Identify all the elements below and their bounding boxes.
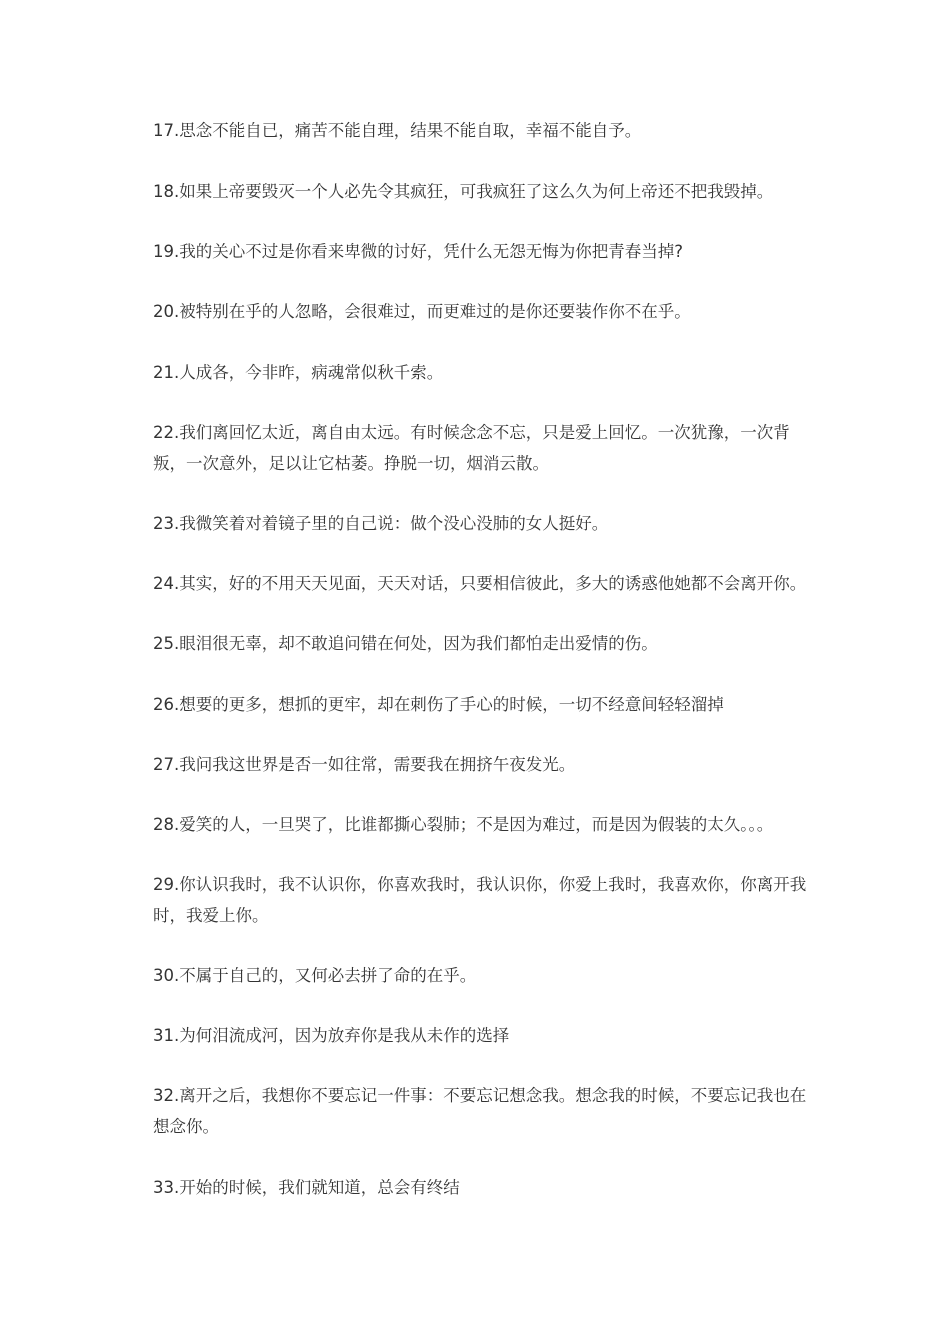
quote-28: 28.爱笑的人，一旦哭了，比谁都撕心裂肺；不是因为难过，而是因为假装的太久。。。 [153, 815, 774, 834]
quote-31: 31.为何泪流成河，因为放弃你是我从未作的选择 [153, 1026, 510, 1045]
quote-20: 20.被特别在乎的人忽略，会很难过，而更难过的是你还要装作你不在乎。 [153, 302, 691, 321]
quote-27: 27.我问我这世界是否一如往常，需要我在拥挤午夜发光。 [153, 755, 576, 774]
quote-33: 33.开始的时候，我们就知道，总会有终结 [153, 1178, 460, 1197]
quote-23: 23.我微笑着对着镜子里的自己说：做个没心没肺的女人挺好。 [153, 514, 609, 533]
quote-19: 19.我的关心不过是你看来卑微的讨好，凭什么无怨无悔为你把青春当掉? [153, 242, 683, 261]
quote-24: 24.其实，好的不用天天见面，天天对话，只要相信彼此，多大的诱惑他她都不会离开你。 [153, 574, 807, 593]
quote-26: 26.想要的更多，想抓的更牢，却在刺伤了手心的时候，一切不经意间轻轻溜掉 [153, 695, 724, 714]
quote-22: 22.我们离回忆太近，离自由太远。有时候念念不忘，只是爱上回忆。一次犹豫，一次背叛，一次意外，足以让它枯萎。挣脱一切，烟消云散。 [153, 423, 790, 473]
quote-18: 18.如果上帝要毁灭一个人必先令其疯狂，可我疯狂了这么久为何上帝还不把我毁掉。 [153, 182, 774, 201]
quote-25: 25.眼泪很无辜，却不敢追问错在何处，因为我们都怕走出爱情的伤。 [153, 634, 658, 653]
quote-30: 30.不属于自己的，又何必去拼了命的在乎。 [153, 966, 477, 985]
quote-17: 17.思念不能自已，痛苦不能自理，结果不能自取，幸福不能自予。 [153, 121, 642, 140]
quote-21: 21.人成各，今非昨，病魂常似秋千索。 [153, 363, 444, 382]
quote-32: 32.离开之后，我想你不要忘记一件事：不要忘记想念我。想念我的时候，不要忘记我也在想念你。 [153, 1086, 807, 1136]
quote-29: 29.你认识我时，我不认识你，你喜欢我时，我认识你，你爱上我时，我喜欢你，你离开我时，我爱上你。 [153, 875, 807, 925]
